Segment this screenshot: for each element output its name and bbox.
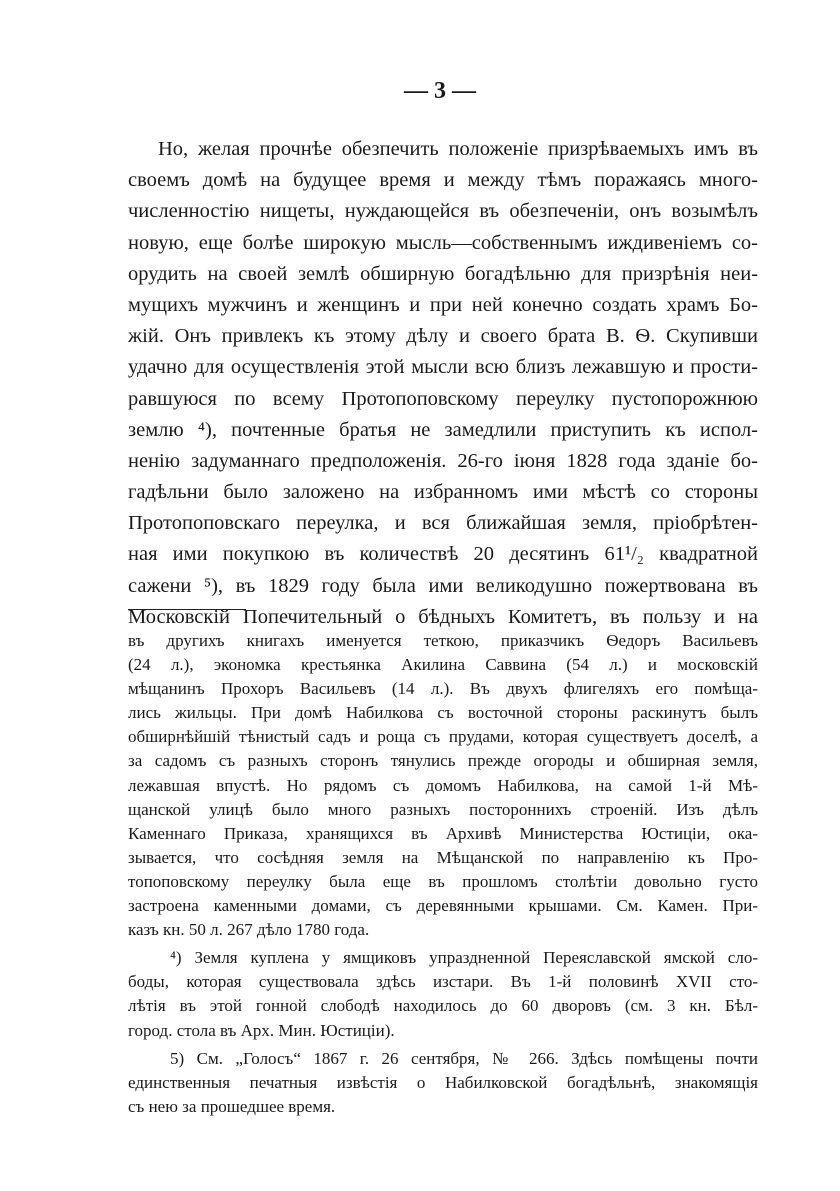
footnote-line: единственныя печатныя извѣстія о Набилковской богадѣльнѣ, знакомящія <box>128 1072 758 1092</box>
page-number: — 3 — <box>404 78 476 104</box>
main-text-line: равшуюся по всему Протопоповскому переулку пустопорожнюю <box>128 387 758 410</box>
footnote-line: щанской улицѣ было много разныхъ постороннихъ строеній. Изъ дѣлъ <box>128 799 758 819</box>
footnote-line: 5) См. „Голосъ“ 1867 г. 26 сентября, № 266. Здѣсь помѣщены почти <box>170 1048 758 1068</box>
footnote-line: зывается, что сосѣдняя земля на Мѣщанской по направленію къ Про- <box>128 847 758 867</box>
footnote-line: (24 л.), экономка крестьянка Акилина Саввина (54 л.) и московскій <box>128 655 758 675</box>
main-text-line: новую, еще болѣе широкую мысль—собственнымъ иждивеніемъ со- <box>128 231 758 254</box>
footnote-line: лежавшая впустѣ. Но рядомъ съ домомъ Набилкова, на самой 1-й Мѣ- <box>128 775 758 795</box>
footnote-line: Каменнаго Приказа, хранящихся въ Архивѣ Министерства Юстиціи, ока- <box>128 823 758 843</box>
footnote-line: застроена каменными домами, съ деревянными крышами. См. Камен. При- <box>128 896 758 916</box>
main-text-line: жій. Онъ привлекъ къ этому дѣлу и своего брата В. Ѳ. Скупивши <box>128 325 758 348</box>
main-text-line: землю ⁴), почтенные братья не замедлили приступить къ испол- <box>128 418 758 441</box>
footnote-line: лись жильцы. При домѣ Набилкова съ восточной стороны раскинутъ былъ <box>128 703 758 723</box>
main-text-line: гадѣльни было заложено на избранномъ ими мѣстѣ со стороны <box>128 481 758 504</box>
main-text-line: ная ими покупкою въ количествѣ 20 десятинъ 61¹/₂ квадратной <box>128 543 758 566</box>
main-text-line: Протопоповскаго переулка, и вся ближайшая земля, пріобрѣтен- <box>128 512 758 535</box>
main-text-line: удачно для осуществленія этой мысли всю близъ лежавшую и прости- <box>128 356 758 379</box>
footnote-line: за садомъ съ разныхъ сторонъ тянулись прежде огороды и обширная земля, <box>128 751 758 771</box>
footnote-line: въ другихъ книгахъ именуется теткою, приказчикъ Ѳедоръ Васильевъ <box>128 631 758 650</box>
footnote-line: топоповскому переулку была еще въ прошломъ столѣтіи довольно густо <box>128 871 758 891</box>
main-text-line: своемъ домѣ на будущее время и между тѣмъ поражаясь много- <box>128 169 758 192</box>
footnote-4 <box>128 946 758 1042</box>
footnote-continuation <box>128 629 758 942</box>
footnote-line: мѣщанинъ Прохоръ Васильевъ (14 л.). Въ двухъ флигеляхъ его помѣща- <box>128 679 758 699</box>
main-text-line: ненію задуманнаго предположенія. 26-го іюня 1828 года зданіе бо- <box>128 449 758 472</box>
footnotes <box>128 629 758 1119</box>
footnote-line: обширнѣйшій тѣнистый садъ и роща съ прудами, которая существуетъ доселѣ, а <box>128 727 758 747</box>
footnote-5 <box>128 1047 758 1119</box>
main-text-line: Московскій Попечительный о бѣдныхъ Комитетъ, въ пользу и на <box>128 605 758 628</box>
footnote-divider <box>128 609 246 610</box>
footnote-line: боды, которая существовала здѣсь изстари. Въ 1-й половинѣ XVII сто- <box>128 972 758 992</box>
footnote-line: город. стола въ Арх. Мин. Юстиціи). <box>128 1020 395 1040</box>
footnote-line: ⁴) Земля куплена у ямщиковъ упраздненной Переяславской ямской сло- <box>170 948 758 968</box>
main-text-line: сажени ⁵), въ 1829 году была ими великодушно пожертвована въ <box>128 574 758 597</box>
footnote-line: лѣтія въ этой гонной слободѣ находилось до 60 дворовъ (см. 3 кн. Бѣл- <box>128 996 758 1016</box>
main-text-line: Но, желая прочнѣе обезпечить положеніе призрѣваемыхъ имъ въ <box>158 138 758 160</box>
footnote-line: казъ кн. 50 л. 267 дѣло 1780 года. <box>128 920 370 940</box>
main-text-line: орудить на своей землѣ обширную богадѣльню для призрѣнія неи- <box>128 262 758 285</box>
main-text-line: мущихъ мужчинъ и женщинъ и при ней конечно создать храмъ Бо- <box>128 293 758 316</box>
footnote-line: съ нею за прошедшее время. <box>128 1096 336 1116</box>
main-text <box>128 134 758 633</box>
main-text-line: численностію нищеты, нуждающейся въ обезпеченіи, онъ возымѣлъ <box>128 200 758 223</box>
